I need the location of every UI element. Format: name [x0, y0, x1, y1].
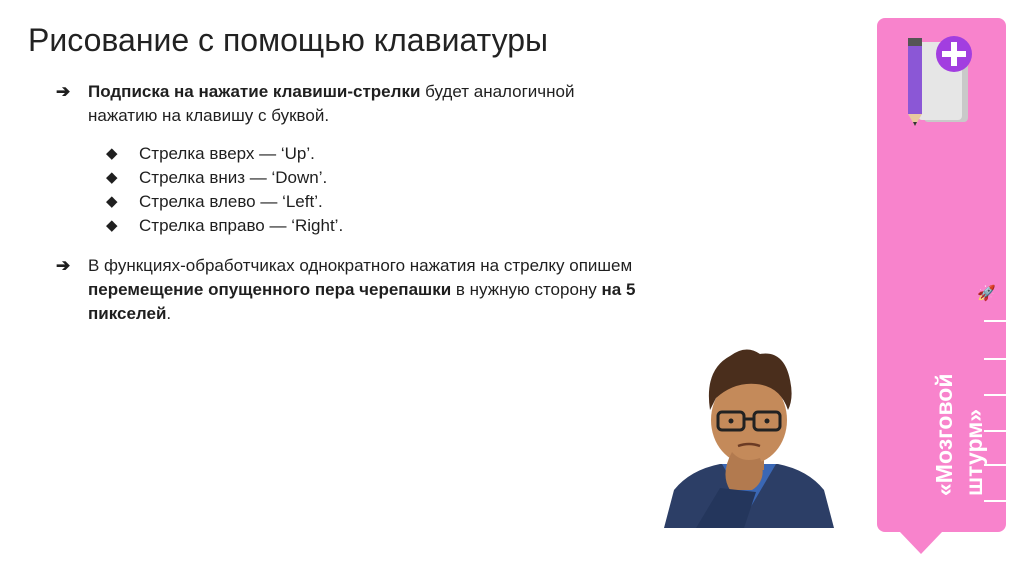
sidebar-tick	[984, 500, 1006, 502]
arrow-right-icon: ➔	[56, 256, 71, 275]
list-item	[106, 166, 746, 190]
diamond-icon: ◆	[106, 169, 118, 186]
list-item-text: Стрелка вниз — ‘Down’.	[139, 168, 328, 187]
notebook-pencil-icon	[902, 32, 976, 128]
bullet-1-bold: Подписка на нажатие клавиши-стрелки	[88, 82, 421, 101]
bullet-2-bold3: пикселей	[88, 304, 167, 323]
bullet-1	[56, 80, 746, 128]
page-title: Рисование с помощью клавиатуры	[28, 22, 548, 58]
arrow-keys-list	[56, 142, 746, 238]
bullet-2-end: .	[166, 304, 172, 323]
sidebar-label-line2: штурм»	[961, 408, 987, 496]
thinking-man-illustration	[660, 340, 838, 530]
sidebar-label	[929, 374, 989, 496]
bullet-2	[56, 254, 746, 326]
sidebar-label-line1: «Мозговой	[931, 373, 957, 496]
slide-content	[56, 80, 746, 326]
bullet-1-rest: будет аналогичной	[420, 82, 575, 101]
list-item-text: Стрелка вверх — ‘Up’.	[139, 144, 315, 163]
bullet-1-line2: нажатию на клавишу с буквой.	[88, 106, 330, 125]
diamond-icon: ◆	[106, 217, 118, 234]
sidebar-tick	[984, 320, 1006, 322]
list-item-text: Стрелка вправо — ‘Right’.	[139, 216, 344, 235]
diamond-icon: ◆	[106, 145, 118, 162]
list-item	[106, 142, 746, 166]
list-item-text: Стрелка влево — ‘Left’.	[139, 192, 323, 211]
rocket-icon: 🚀	[977, 285, 996, 302]
bullet-2-line1: В функциях-обработчиках однократного нажатия на стрелку опишем	[88, 256, 633, 275]
bullet-2-mid: в нужную сторону	[451, 280, 602, 299]
arrow-right-icon: ➔	[56, 82, 71, 101]
bullet-2-bold1: перемещение опущенного пера черепашки	[88, 280, 452, 299]
diamond-icon: ◆	[106, 193, 118, 210]
sidebar-pointer	[900, 532, 942, 554]
list-item	[106, 214, 746, 238]
list-item	[106, 190, 746, 214]
sidebar-tick	[984, 358, 1006, 360]
bullet-2-bold2: на 5	[601, 280, 636, 299]
